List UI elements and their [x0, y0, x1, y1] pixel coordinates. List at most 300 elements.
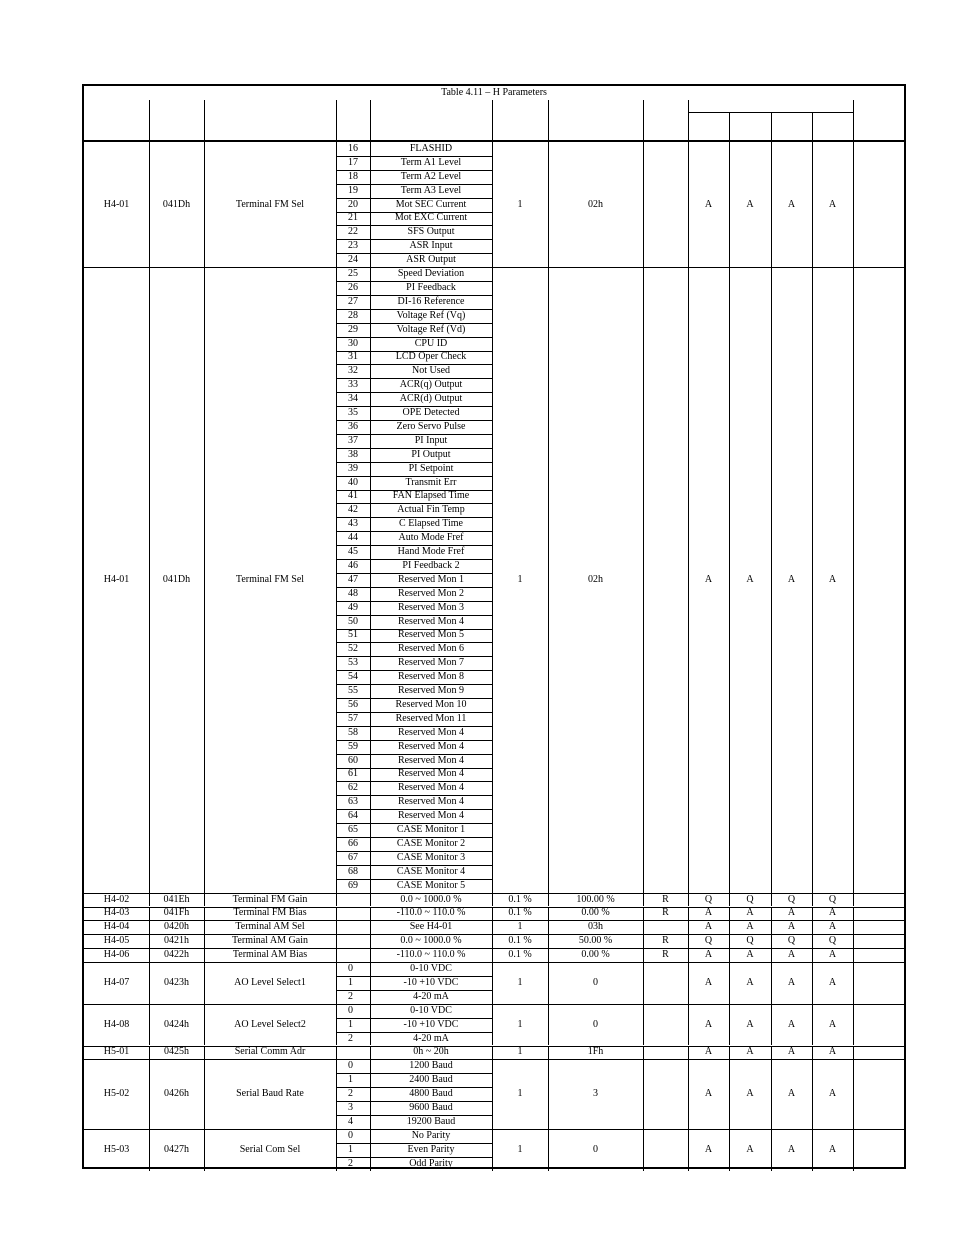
option-value: 19	[348, 184, 358, 196]
col-divider	[812, 1046, 813, 1060]
run-change: R	[662, 907, 669, 919]
col-divider	[492, 962, 493, 1004]
option-value: 34	[348, 393, 358, 405]
modbus-address: 0425h	[164, 1046, 189, 1058]
col-divider	[729, 1129, 730, 1171]
option-label: CASE Monitor 1	[396, 824, 466, 836]
option-label: Reserved Mon 4	[397, 740, 465, 752]
col-divider	[492, 1059, 493, 1129]
option-row-line	[336, 1087, 492, 1088]
option-label: 9600 Baud	[409, 1102, 453, 1114]
col-divider	[149, 920, 150, 934]
col-divider	[548, 267, 549, 893]
access-level: A	[746, 1046, 754, 1058]
modbus-address: 041Dh	[162, 198, 191, 210]
col-divider	[729, 934, 730, 948]
param-no: H5-01	[103, 1046, 130, 1058]
option-label: Reserved Mon 4	[397, 810, 465, 822]
option-label: Reserved Mon 4	[397, 782, 465, 794]
option-row-line	[336, 712, 492, 713]
parameter-table	[82, 84, 906, 1169]
option-value: 55	[348, 685, 358, 697]
param-name: Terminal FM Bias	[233, 907, 307, 919]
col-divider	[688, 948, 689, 962]
col-divider	[729, 1046, 730, 1060]
col-divider	[853, 962, 854, 1004]
col-divider	[643, 1046, 644, 1060]
option-label: Reserved Mon 4	[397, 754, 465, 766]
col-divider	[336, 1004, 337, 1046]
col-divider	[771, 920, 772, 934]
param-name: Terminal FM Sel	[235, 198, 305, 210]
param-name: AO Level Select1	[234, 976, 306, 988]
option-label: 1200 Baud	[409, 1060, 453, 1072]
option-label: FLASHID	[409, 142, 453, 154]
option-value: 52	[348, 643, 358, 655]
option-row-line	[336, 490, 492, 491]
param-name: AO Level Select2	[234, 1018, 306, 1030]
param-name: Serial Comm Adr	[234, 1046, 306, 1058]
header-col-divider	[853, 100, 854, 140]
col-divider	[771, 1046, 772, 1060]
option-value: 64	[348, 810, 358, 822]
access-level: A	[704, 1088, 713, 1100]
param-no: H5-03	[103, 1143, 130, 1155]
option-label: Reserved Mon 4	[397, 615, 465, 627]
col-divider	[853, 893, 854, 907]
option-label: 4-20 mA	[413, 990, 449, 1002]
option-value: 2	[348, 1157, 353, 1169]
option-value: 1	[348, 1143, 353, 1155]
col-divider	[812, 1129, 813, 1171]
param-no: H4-04	[103, 921, 130, 933]
access-level: A	[704, 949, 713, 961]
col-divider	[149, 267, 150, 893]
run-change	[643, 267, 688, 893]
option-label: Transmit Err	[405, 476, 457, 488]
option-row-line	[336, 1018, 492, 1019]
access-level: A	[828, 976, 837, 988]
col-divider	[336, 934, 337, 948]
col-divider	[643, 142, 644, 267]
col-divider	[370, 1004, 371, 1046]
setting-unit: 1	[517, 1046, 523, 1058]
modbus-address: 0424h	[164, 1018, 189, 1030]
option-value: 27	[348, 295, 358, 307]
col-divider	[370, 920, 371, 934]
option-label: 0-10 VDC	[410, 1004, 452, 1016]
option-value: 26	[348, 281, 358, 293]
access-level: A	[828, 949, 837, 961]
option-label: ASR Output	[406, 254, 456, 266]
option-value: 23	[348, 240, 358, 252]
col-divider	[643, 893, 644, 907]
col-divider	[643, 1059, 644, 1129]
option-row-line	[336, 503, 492, 504]
col-divider	[771, 1059, 772, 1129]
option-value: 48	[348, 587, 358, 599]
col-divider	[729, 962, 730, 1004]
param-name: Terminal FM Gain	[232, 893, 308, 905]
col-divider	[336, 1046, 337, 1060]
option-value: 56	[348, 698, 358, 710]
option-value: 2	[348, 990, 353, 1002]
col-divider	[812, 948, 813, 962]
col-divider	[149, 1129, 150, 1171]
setting-unit: 1	[517, 198, 523, 210]
access-level: A	[787, 1018, 796, 1030]
access-level: A	[787, 573, 796, 585]
option-row-line	[336, 212, 492, 213]
header-subcol-divider	[812, 112, 813, 140]
header-subcol-divider	[771, 112, 772, 140]
modbus-address: 0421h	[164, 935, 189, 947]
param-no: H4-08	[103, 1018, 130, 1030]
option-value: 0	[348, 1129, 353, 1141]
access-level: A	[704, 976, 713, 988]
option-label: ACR(d) Output	[399, 393, 463, 405]
col-divider	[548, 1129, 549, 1171]
option-row-line	[336, 656, 492, 657]
access-level: A	[787, 1143, 796, 1155]
col-divider	[548, 907, 549, 921]
setting-range: See H4-01	[409, 921, 453, 933]
option-label: 4800 Baud	[409, 1088, 453, 1100]
option-row-line	[336, 809, 492, 810]
option-label: DI-16 Reference	[397, 295, 465, 307]
option-row-line	[336, 740, 492, 741]
col-divider	[853, 1046, 854, 1060]
factory-default: 50.00 %	[578, 935, 613, 947]
col-divider	[149, 934, 150, 948]
option-row-line	[336, 337, 492, 338]
col-divider	[548, 962, 549, 1004]
option-row-line	[336, 517, 492, 518]
access-level: A	[787, 921, 796, 933]
option-row-line	[336, 378, 492, 379]
modbus-address: 0427h	[164, 1143, 189, 1155]
option-row-line	[336, 392, 492, 393]
option-row-line	[336, 601, 492, 602]
option-label: Reserved Mon 8	[397, 671, 465, 683]
col-divider	[548, 1059, 549, 1129]
col-divider	[336, 1059, 337, 1129]
option-row-line	[336, 281, 492, 282]
option-value: 17	[348, 156, 358, 168]
col-divider	[643, 920, 644, 934]
option-label: Reserved Mon 5	[397, 629, 465, 641]
setting-unit: 1	[517, 976, 523, 988]
access-level: A	[746, 976, 754, 988]
option-row-line	[336, 587, 492, 588]
param-no: H4-01	[103, 573, 130, 585]
access-level: A	[787, 198, 796, 210]
col-divider	[370, 1059, 371, 1129]
run-change	[643, 1004, 688, 1046]
option-label: Term A1 Level	[400, 156, 462, 168]
option-label: LCD Oper Check	[395, 351, 467, 363]
option-row-line	[336, 170, 492, 171]
param-no: H4-02	[103, 893, 130, 905]
col-divider	[729, 948, 730, 962]
col-divider	[370, 962, 371, 1004]
option-row-line	[336, 1032, 492, 1033]
col-divider	[204, 267, 205, 893]
col-divider	[336, 948, 337, 962]
option-value: 38	[348, 448, 358, 460]
option-label: 2400 Baud	[409, 1074, 453, 1086]
option-label: 4-20 mA	[413, 1032, 449, 1044]
col-divider	[336, 142, 337, 267]
col-divider	[492, 1004, 493, 1046]
col-divider	[204, 907, 205, 921]
access-level: A	[746, 573, 754, 585]
modbus-address: 0422h	[164, 949, 189, 961]
setting-range: 0h ~ 20h	[413, 1046, 449, 1058]
option-label: Reserved Mon 2	[397, 587, 465, 599]
col-divider	[548, 920, 549, 934]
access-level: Q	[704, 893, 713, 905]
col-divider	[149, 1046, 150, 1060]
option-label: Reserved Mon 4	[397, 726, 465, 738]
col-divider	[853, 934, 854, 948]
col-divider	[812, 920, 813, 934]
col-divider	[204, 920, 205, 934]
col-divider	[149, 907, 150, 921]
modbus-address: 0426h	[164, 1088, 189, 1100]
modbus-address: 041Dh	[162, 573, 191, 585]
option-row-line	[336, 823, 492, 824]
option-value: 30	[348, 337, 358, 349]
option-label: Hand Mode Fref	[397, 546, 465, 558]
option-label: Voltage Ref (Vd)	[396, 323, 466, 335]
factory-default: 0	[593, 1143, 598, 1155]
option-label: Actual Fin Temp	[397, 504, 465, 516]
option-value: 53	[348, 657, 358, 669]
option-value: 36	[348, 420, 358, 432]
col-divider	[729, 893, 730, 907]
access-level: A	[704, 1018, 713, 1030]
col-divider	[548, 1004, 549, 1046]
option-label: Reserved Mon 9	[397, 685, 465, 697]
col-divider	[370, 1129, 371, 1171]
option-value: 1	[348, 1018, 353, 1030]
col-divider	[688, 142, 689, 267]
option-label: CPU ID	[414, 337, 448, 349]
header-col-divider	[548, 100, 549, 140]
option-label: Not Used	[411, 365, 451, 377]
col-divider	[729, 920, 730, 934]
col-divider	[336, 920, 337, 934]
access-level: Q	[746, 893, 754, 905]
option-label: CASE Monitor 5	[396, 879, 466, 891]
option-row-line	[336, 462, 492, 463]
col-divider	[492, 1129, 493, 1171]
option-value: 43	[348, 518, 358, 530]
option-row-line	[336, 239, 492, 240]
col-divider	[643, 934, 644, 948]
option-value: 61	[348, 768, 358, 780]
col-divider	[149, 962, 150, 1004]
option-label: Speed Deviation	[397, 268, 465, 280]
param-name: Terminal AM Gain	[232, 935, 308, 947]
col-divider	[492, 934, 493, 948]
option-value: 44	[348, 532, 358, 544]
access-level: A	[828, 198, 837, 210]
col-divider	[853, 267, 854, 893]
option-label: PI Setpoint	[408, 462, 454, 474]
col-divider	[812, 962, 813, 1004]
option-row-line	[336, 615, 492, 616]
access-level: A	[828, 1088, 837, 1100]
setting-range: 0.0 ~ 1000.0 %	[400, 893, 462, 905]
option-value: 2	[348, 1032, 353, 1044]
option-value: 21	[348, 212, 358, 224]
run-change	[643, 962, 688, 1004]
option-row-line	[336, 448, 492, 449]
col-divider	[548, 1046, 549, 1060]
col-divider	[853, 1129, 854, 1171]
option-value: 58	[348, 726, 358, 738]
col-divider	[812, 142, 813, 267]
run-change	[643, 1046, 688, 1060]
option-label: 19200 Baud	[406, 1115, 456, 1127]
param-no: H5-02	[103, 1088, 130, 1100]
col-divider	[853, 948, 854, 962]
option-value: 24	[348, 254, 358, 266]
option-label: -10 +10 VDC	[403, 976, 459, 988]
factory-default: 3	[593, 1088, 598, 1100]
modbus-address: 041Fh	[163, 907, 190, 919]
col-divider	[336, 1129, 337, 1171]
access-level: A	[828, 1046, 837, 1058]
col-divider	[853, 907, 854, 921]
option-value: 51	[348, 629, 358, 641]
option-value: 63	[348, 796, 358, 808]
col-divider	[204, 893, 205, 907]
col-divider	[771, 934, 772, 948]
option-row-line	[336, 990, 492, 991]
option-label: Auto Mode Fref	[398, 532, 464, 544]
param-name: Terminal AM Bias	[232, 949, 308, 961]
run-change	[643, 142, 688, 267]
option-row-line	[336, 531, 492, 532]
col-divider	[204, 1004, 205, 1046]
col-divider	[149, 142, 150, 267]
col-divider	[204, 142, 205, 267]
col-divider	[688, 962, 689, 1004]
col-divider	[771, 267, 772, 893]
col-divider	[370, 142, 371, 267]
option-label: Odd Parity	[409, 1157, 453, 1169]
col-divider	[812, 907, 813, 921]
option-label: 0-10 VDC	[410, 963, 452, 975]
col-divider	[492, 920, 493, 934]
option-label: No Parity	[411, 1129, 451, 1141]
col-divider	[149, 1004, 150, 1046]
option-row-line	[336, 629, 492, 630]
option-value: 29	[348, 323, 358, 335]
col-divider	[548, 934, 549, 948]
option-value: 35	[348, 407, 358, 419]
col-divider	[729, 267, 730, 893]
header-col-divider	[643, 100, 644, 140]
col-divider	[492, 907, 493, 921]
option-label: Reserved Mon 4	[397, 768, 465, 780]
col-divider	[688, 907, 689, 921]
option-value: 49	[348, 601, 358, 613]
option-row-line	[336, 476, 492, 477]
option-label: FAN Elapsed Time	[392, 490, 470, 502]
setting-unit: 1	[517, 1143, 523, 1155]
option-label: PI Feedback 2	[402, 559, 460, 571]
option-value: 2	[348, 1088, 353, 1100]
option-label: Reserved Mon 1	[397, 573, 465, 585]
factory-default: 03h	[588, 921, 603, 933]
modbus-address: 041Eh	[163, 893, 190, 905]
option-value: 68	[348, 865, 358, 877]
factory-default: 02h	[588, 198, 603, 210]
param-name: Serial Baud Rate	[236, 1088, 304, 1100]
col-divider	[204, 948, 205, 962]
option-value: 1	[348, 976, 353, 988]
run-change	[643, 1129, 688, 1171]
setting-unit: 0.1 %	[508, 893, 532, 905]
setting-unit: 0.1 %	[508, 935, 532, 947]
col-divider	[688, 1004, 689, 1046]
setting-range: -110.0 ~ 110.0 %	[396, 907, 466, 919]
col-divider	[643, 1129, 644, 1171]
col-divider	[688, 893, 689, 907]
access-level: A	[828, 921, 837, 933]
col-divider	[729, 907, 730, 921]
option-row-line	[336, 406, 492, 407]
option-row-line	[336, 726, 492, 727]
option-label: CASE Monitor 2	[396, 837, 466, 849]
option-value: 39	[348, 462, 358, 474]
option-row-line	[336, 545, 492, 546]
option-value: 1	[348, 1074, 353, 1086]
col-divider	[771, 948, 772, 962]
param-name: Serial Com Sel	[239, 1143, 301, 1155]
access-level: A	[704, 1046, 713, 1058]
option-row-line	[336, 795, 492, 796]
option-row-line	[336, 309, 492, 310]
access-level: Q	[828, 893, 837, 905]
col-divider	[812, 1059, 813, 1129]
col-divider	[370, 907, 371, 921]
option-row-line	[336, 698, 492, 699]
option-row-line	[336, 1073, 492, 1074]
option-label: C Elapsed Time	[399, 518, 463, 530]
header-subcol-divider	[729, 112, 730, 140]
access-level: A	[704, 573, 713, 585]
option-row-line	[336, 1115, 492, 1116]
option-value: 0	[348, 1004, 353, 1016]
access-level: A	[746, 949, 754, 961]
col-divider	[548, 142, 549, 267]
header-col-divider	[336, 100, 337, 140]
option-label: Reserved Mon 3	[397, 601, 465, 613]
option-row-line	[336, 781, 492, 782]
access-level: A	[787, 949, 796, 961]
access-level: A	[704, 198, 713, 210]
col-divider	[812, 267, 813, 893]
option-value: 67	[348, 851, 358, 863]
option-row-line	[336, 1157, 492, 1158]
col-divider	[688, 1059, 689, 1129]
option-value: 65	[348, 824, 358, 836]
